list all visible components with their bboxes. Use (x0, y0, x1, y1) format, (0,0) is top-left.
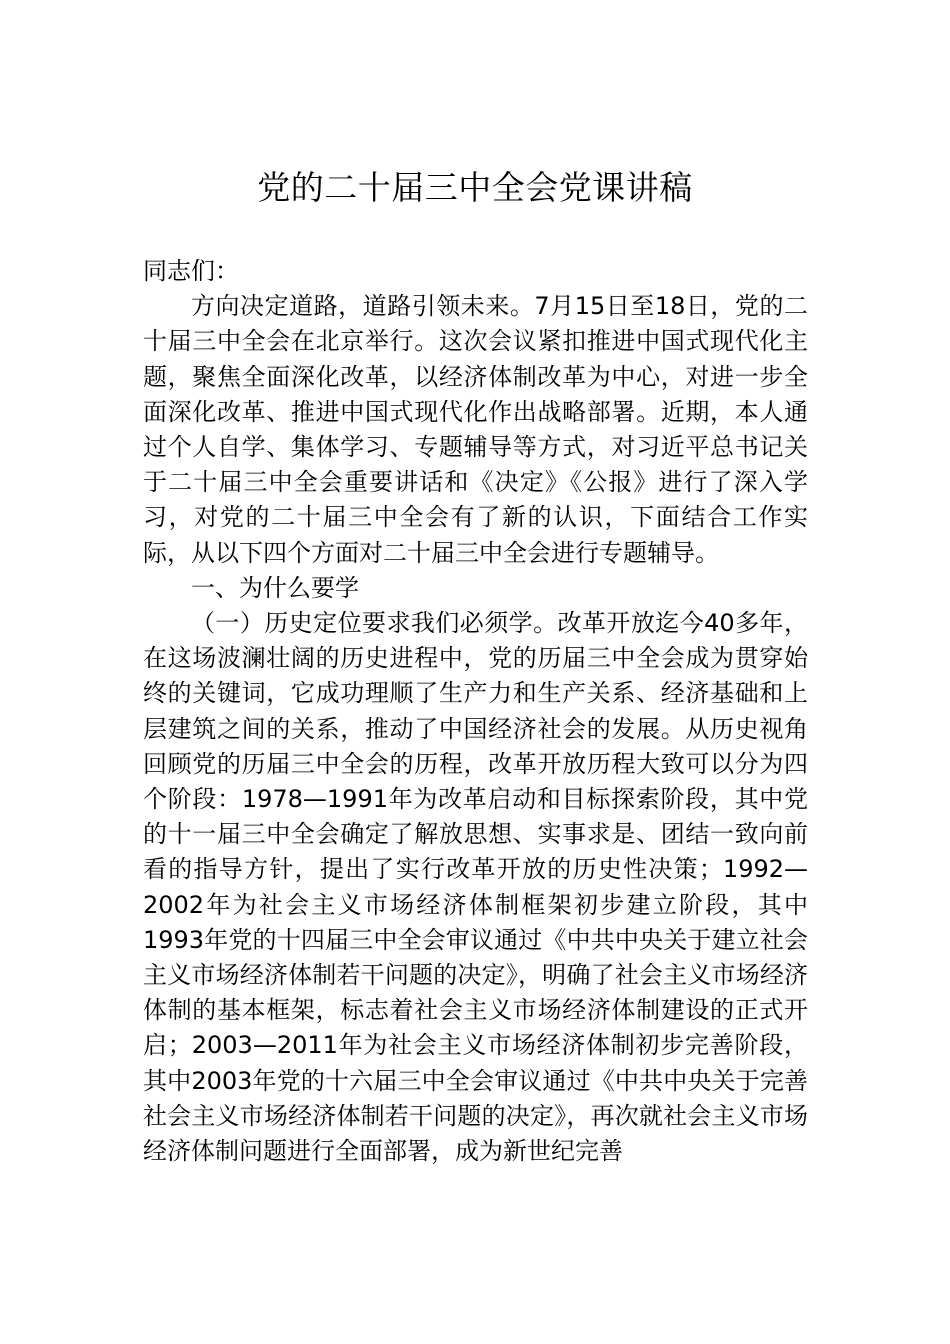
document-title: 党的二十届三中全会党课讲稿 (257, 168, 693, 207)
salutation: 同志们： (143, 257, 239, 285)
intro-paragraph: 方向决定道路，道路引领未来。7月15日至18日，党的二十届三中全会在北京举行。这次会议紧扣推进中国式现代化主题，聚焦全面深化改革，以经济体制改革为中心，对进一步全面深化改革、推进中国式现代化作出战略部署。近期，本人通过个人自学、集体学习、专题辅导等方式，对习近平总书记关于二十届三中全会重要讲话和《决定》《公报》进行了深入学习，对党的二十届三中全会有了新的认识，下面结合工作实际，从以下四个方面对二十届三中全会进行专题辅导。 (143, 292, 808, 567)
document-body (143, 254, 808, 1169)
section-paragraph: （一）历史定位要求我们必须学。改革开放迄今40多年，在这场波澜壮阔的历史进程中，党的历届三中全会成为贯穿始终的关键词，它成功理顺了生产力和生产关系、经济基础和上层建筑之间的关系，推动了中国经济社会的发展。从历史视角回顾党的历届三中全会的历程，改革开放历程大致可以分为四个阶段：1978—1991年为改革启动和目标探索阶段，其中党的十一届三中全会确定了解放思想、实事求是、团结一致向前看的指导方针，提出了实行改革开放的历史性决策；1992—2002年为社会主义市场经济体制框架初步建立阶段，其中1993年党的十四届三中全会审议通过《中共中央关于建立社会主义市场经济体制若干问题的决定》，明确了社会主义市场经济体制的基本框架，标志着社会主义市场经济体制建设的正式开启；2003—2011年为社会主义市场经济体制初步完善阶段，其中2003年党的十六届三中全会审议通过《中共中央关于完善社会主义市场经济体制若干问题的决定》，再次就社会主义市场经济体制问题进行全面部署，成为新世纪完善 (143, 609, 808, 1166)
section-heading: 一、为什么要学 (191, 573, 359, 602)
